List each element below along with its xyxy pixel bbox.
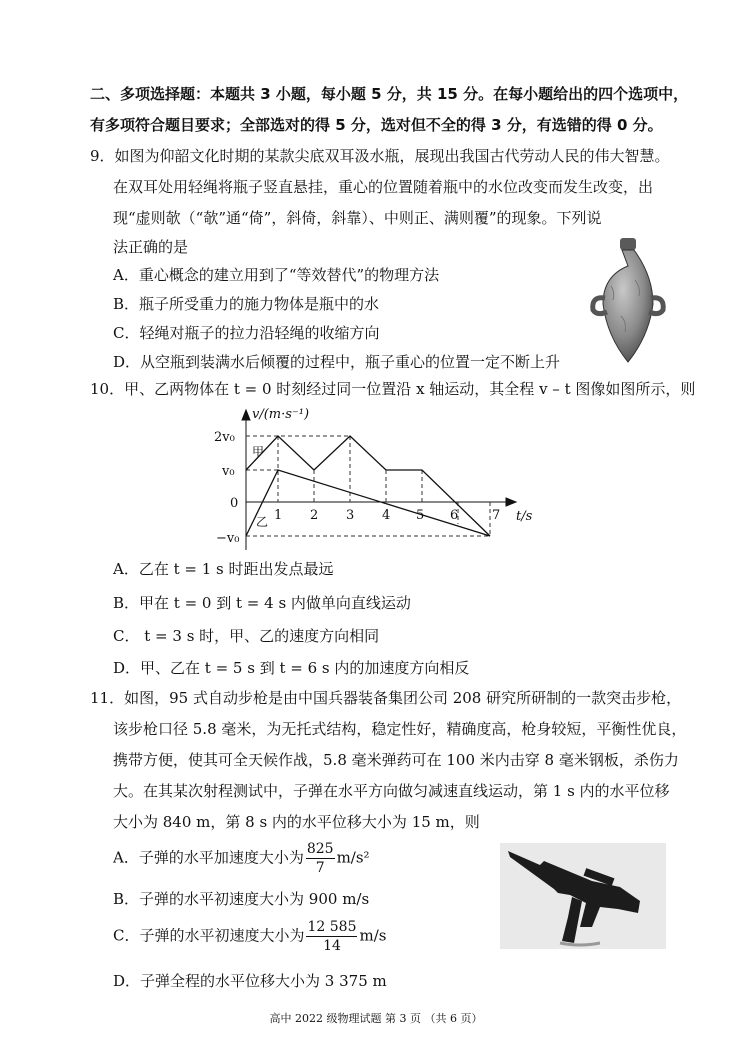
q10-line1: 10．甲、乙两物体在 t = 0 时刻经过同一位置沿 x 轴运动，其全程 v – t 图像如图所示，则 — [90, 380, 696, 398]
q9-line3: 现“虚则欹（“欹”通“倚”，斜倚，斜靠）、中则正、满则覆”的现象。下列说 — [113, 209, 602, 227]
section-heading-line2: 有多项符合题目要求；全部选对的得 5 分，选对但不全的得 3 分，有选错的得 0 分。 — [90, 116, 663, 134]
y-tick-0: 0 — [230, 496, 239, 511]
q11-option-a-text: A．子弹的水平加速度大小为 — [113, 848, 304, 867]
vase-image — [585, 236, 671, 366]
q9-line1: 9．如图为仰韶文化时期的某款尖底双耳汲水瓶，展现出我国古代劳动人民的伟大智慧。 — [90, 147, 670, 165]
x-tick-2: 2 — [310, 508, 319, 523]
q9-line4: 法正确的是 — [113, 238, 189, 256]
q10-option-c: C． t = 3 s 时，甲、乙的速度方向相同 — [113, 627, 380, 645]
x-axis-arrow — [506, 498, 516, 506]
q10-option-a: A．乙在 t = 1 s 时距出发点最远 — [113, 560, 334, 578]
frac-denominator: 7 — [315, 860, 325, 876]
q11-line3: 携带方便，使其可全天候作战，5.8 毫米弹药可在 100 米内击穿 8 毫米钢板，杀伤力 — [113, 751, 679, 769]
vt-graph — [210, 406, 540, 554]
q11-option-a — [113, 840, 370, 877]
q11-option-a-unit: m/s² — [336, 848, 370, 867]
y-tick-2v0: 2v₀ — [214, 430, 235, 445]
q9-option-a: A．重心概念的建立用到了“等效替代”的物理方法 — [113, 266, 440, 284]
x-tick-6: 6 — [450, 508, 459, 523]
label-yi: 乙 — [256, 515, 269, 529]
frac-denominator: 14 — [323, 938, 341, 954]
x-tick-1: 1 — [274, 508, 283, 523]
q9-option-b: B．瓶子所受重力的施力物体是瓶中的水 — [113, 295, 380, 313]
x-axis-label: t/s — [516, 509, 533, 524]
section-heading-line1: 二、多项选择题：本题共 3 小题，每小题 5 分，共 15 分。在每小题给出的四个选项中， — [90, 85, 689, 103]
rifle-image — [500, 843, 666, 949]
page-footer: 高中 2022 级物理试题 第 3 页 （共 6 页） — [269, 1012, 483, 1025]
frac-numerator: 825 — [306, 841, 334, 857]
q11-line2: 该步枪口径 5.8 毫米，为无托式结构，稳定性好，精确度高，枪身较短，平衡性优良， — [113, 720, 687, 738]
y-axis-arrow — [242, 410, 250, 420]
q11-line1: 11．如图，95 式自动步枪是由中国兵器装备集团公司 208 研究所研制的一款突击步枪， — [90, 689, 682, 707]
series-yi-line — [246, 470, 490, 536]
x-tick-7: 7 — [492, 508, 501, 523]
q11-option-c-fraction — [306, 918, 357, 955]
y-tick-v0: v₀ — [222, 464, 235, 479]
q11-option-c-unit: m/s — [359, 926, 387, 945]
q9-option-d: D．从空瓶到装满水后倾覆的过程中，瓶子重心的位置一定不断上升 — [113, 353, 561, 371]
q10-option-b: B．甲在 t = 0 到 t = 4 s 内做单向直线运动 — [113, 594, 411, 612]
y-tick-neg-v0: −v₀ — [216, 531, 240, 546]
x-tick-3: 3 — [346, 508, 355, 523]
y-axis-label: v/(m·s⁻¹) — [252, 407, 310, 422]
x-tick-5: 5 — [416, 508, 425, 523]
frac-numerator: 12 585 — [307, 919, 357, 935]
q9-line2: 在双耳处用轻绳将瓶子竖直悬挂，重心的位置随着瓶中的水位改变而发生改变，出 — [113, 178, 654, 196]
q11-option-c-text: C．子弹的水平初速度大小为 — [113, 926, 305, 945]
q11-line5: 大小为 840 m，第 8 s 内的水平位移大小为 15 m，则 — [113, 813, 480, 831]
label-jia: 甲 — [252, 445, 265, 459]
q11-option-b: B．子弹的水平初速度大小为 900 m/s — [113, 890, 370, 908]
q9-option-c: C．轻绳对瓶子的拉力沿轻绳的收缩方向 — [113, 324, 380, 342]
q11-option-a-fraction — [306, 840, 335, 877]
q11-line4: 大。在其某次射程测试中，子弹在水平方向做匀减速直线运动，第 1 s 内的水平位移 — [113, 782, 670, 800]
q10-option-d: D．甲、乙在 t = 5 s 到 t = 6 s 内的加速度方向相反 — [113, 659, 470, 677]
q11-option-d: D．子弹全程的水平位移大小为 3 375 m — [113, 972, 387, 990]
q11-option-c — [113, 918, 386, 955]
x-tick-4: 4 — [382, 508, 391, 523]
